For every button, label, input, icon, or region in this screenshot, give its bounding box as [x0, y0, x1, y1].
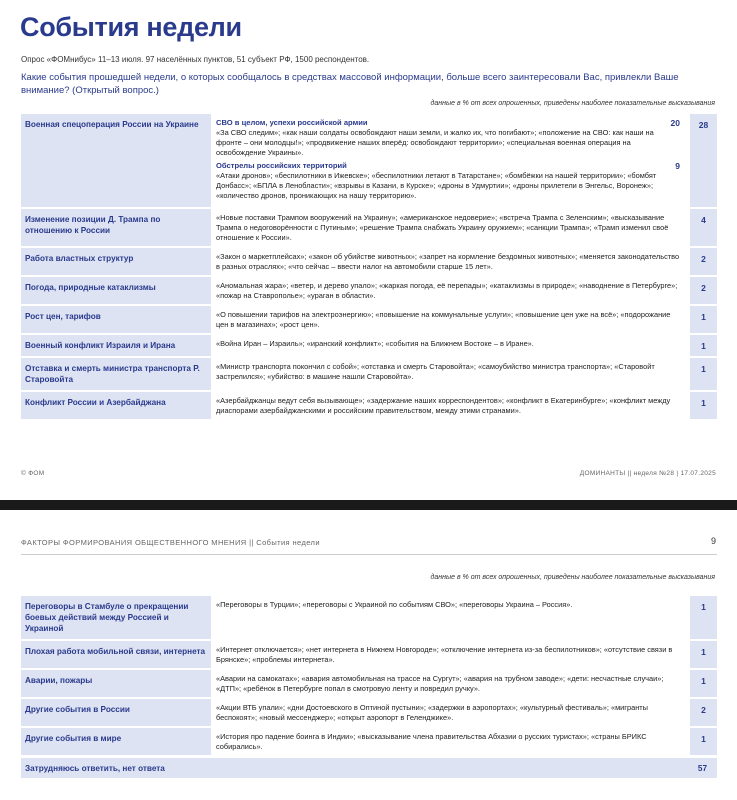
- row-value: 1: [690, 306, 717, 333]
- row-label: Конфликт России и Азербайджана: [21, 392, 211, 419]
- row-label: Рост цен, тарифов: [21, 306, 211, 333]
- row-label: Другие события в России: [21, 699, 211, 726]
- table-row: [21, 596, 717, 639]
- footer-copyright: © ФОМ: [21, 470, 45, 477]
- data-note: данные в % от всех опрошенных, приведены наиболее показательные высказывания: [430, 100, 715, 107]
- data-note: данные в % от всех опрошенных, приведены наиболее показательные высказывания: [430, 574, 715, 581]
- table-row: [21, 114, 717, 207]
- total-label: Затрудняюсь ответить, нет ответа: [25, 763, 165, 773]
- page-divider: [0, 500, 737, 510]
- table-row: [21, 670, 717, 697]
- results-table: [21, 114, 717, 421]
- total-row: [21, 758, 717, 778]
- row-label: Отставка и смерть министра транспорта Р. Старовойта: [21, 358, 211, 390]
- row-value: 1: [690, 392, 717, 419]
- footer-issue-info: ДОМИНАНТЫ || неделя №28 | 17.07.2025: [579, 470, 716, 477]
- row-label: Изменение позиции Д. Трампа по отношению к России: [21, 209, 211, 246]
- subcategory-value: 20: [670, 118, 680, 128]
- header-rule: [21, 554, 717, 555]
- row-quotes: «Война Иран – Израиль»; «иранский конфликт»; «события на Ближнем Востоке – в Иране».: [211, 335, 684, 356]
- row-value: 1: [690, 728, 717, 755]
- subcategory-label: Обстрелы российских территорий: [216, 161, 347, 170]
- row-value: 1: [690, 670, 717, 697]
- row-value: 4: [690, 209, 717, 246]
- survey-question: Какие события прошедшей недели, о которых сообщалось в средствах массовой информации, больше всего заинтересовали Вас, привлекли Ваше внимание? (Открытый вопрос.): [21, 72, 679, 96]
- subcategory-header: [216, 161, 680, 171]
- results-table: [21, 596, 717, 757]
- row-value: 2: [690, 699, 717, 726]
- row-quotes: «Переговоры в Турции»; «переговоры с Украиной по событиям СВО»; «переговоры Украина – Россия».: [211, 596, 684, 639]
- table-row: [21, 641, 717, 668]
- row-quotes: «История про падение боинга в Индии»; «высказывание члена правительства Абхазии о русских туристах»; «страны БРИКС собирались».: [211, 728, 684, 755]
- table-row: [21, 248, 717, 275]
- row-quotes: «Акции ВТБ упали»; «дни Достоевского в Оптиной пустыни»; «задержки в аэропортах»; «культурный фестиваль»; «мигранты беспокоят»; «новый мессенджер»; «открыт аэропорт в Геленджике».: [211, 699, 684, 726]
- row-quotes: «Интернет отключается»; «нет интернета в Нижнем Новгороде»; «отключение интернета из-за беспилотников»; «отсутствие связи в Брянске»; «проблемы интернета».: [211, 641, 684, 668]
- row-label: Другие события в мире: [21, 728, 211, 755]
- row-value: 1: [690, 596, 717, 639]
- table-row: [21, 277, 717, 304]
- row-label: Работа властных структур: [21, 248, 211, 275]
- subcategory-label: СВО в целом, успехи российской армии: [216, 118, 368, 127]
- row-quotes: «Закон о маркетплейсах»; «закон об убийстве животных»; «запрет на кормление бездомных животных»; «меняется законодательство в разных отраслях»; «что сейчас – ввести налог на автомобили старше 15 лет».: [211, 248, 684, 275]
- table-row: [21, 728, 717, 755]
- row-details: [211, 114, 684, 207]
- row-value: 28: [690, 114, 717, 207]
- page-two: [0, 510, 737, 800]
- table-row: [21, 699, 717, 726]
- row-quotes: «Аномальная жара»; «ветер, и дерево упало»; «жаркая погода, её перепады»; «катаклизмы в природе»; «наводнение в Петербурге»; «пожар на Ставрополье»; «ураган в области».: [211, 277, 684, 304]
- row-quotes: «Министр транспорта покончил с собой»; «отставка и смерть Старовойта»; «самоубийство министра транспорта»; «Старовойт застрелился»; «убийство: в машине нашли Старовойта».: [211, 358, 684, 390]
- survey-info: Опрос «ФОМнибус» 11–13 июля. 97 населённых пунктов, 51 субъект РФ, 1500 респондентов.: [21, 55, 370, 64]
- subcategory-quotes: «За СВО следим»; «как наши солдаты освобождают наши земли, и жалко их, что погибают»; «положение на СВО: как наши на фронте – они молодцы!»; «продвижение наших вперёд: освобождают территории»; «специальная военная операция на освобождение Украины».: [216, 128, 654, 157]
- row-value: 1: [690, 358, 717, 390]
- subcategory-quotes: «Атаки дронов»; «беспилотники в Ижевске»; «беспилотники летают в Татарстане»; «бомбёжки на нашей территории»; «бомбят Донбасс»; «БПЛА в Ленобласти»; «взрывы в Казани, в Курске»; «дроны в Удмуртии»; «дроны прилетели в Энгельс, Воронеж»; «количество дронов, проникающих на нашу территорию».: [216, 171, 657, 200]
- row-value: 2: [690, 248, 717, 275]
- row-label: Аварии, пожары: [21, 670, 211, 697]
- row-label: Военный конфликт Израиля и Ирана: [21, 335, 211, 356]
- row-quotes: «О повышении тарифов на электроэнергию»; «повышение на коммунальные услуги»; «повышение цен уже на всё»; «подорожание цен в магазинах»; «рост цен».: [211, 306, 684, 333]
- row-label: Погода, природные катаклизмы: [21, 277, 211, 304]
- page-title: События недели: [20, 12, 242, 42]
- row-value: 1: [690, 641, 717, 668]
- section-header: ФАКТОРЫ ФОРМИРОВАНИЯ ОБЩЕСТВЕННОГО МНЕНИЯ || События недели: [21, 538, 320, 547]
- page-number: 9: [710, 536, 716, 546]
- subcategory-header: [216, 118, 680, 128]
- subcategory-value: 9: [675, 161, 680, 171]
- row-quotes: «Азербайджанцы ведут себя вызывающе»; «задержание наших корреспондентов»; «конфликт в Екатеринбурге»; «конфликт между диаспорами азербайджанскими и российским правительством, между этими странами».: [211, 392, 684, 419]
- table-row: [21, 209, 717, 246]
- table-row: [21, 392, 717, 419]
- table-row: [21, 335, 717, 356]
- table-row: [21, 358, 717, 390]
- total-value: 57: [697, 763, 707, 773]
- row-value: 2: [690, 277, 717, 304]
- row-quotes: «Новые поставки Трампом вооружений на Украину»; «американское недоверие»; «встреча Трампа с Зеленским»; «высказывание Трампа о недоговорённости с Путиным»; «решение Трампа снабжать Украину оружием»; «санкции Трампа»; «Трамп изменил своё отношение к России».: [211, 209, 684, 246]
- row-label: Переговоры в Стамбуле о прекращении боевых действий между Россией и Украиной: [21, 596, 211, 639]
- row-label: Военная спецоперация России на Украине: [21, 114, 211, 207]
- row-label: Плохая работа мобильной связи, интернета: [21, 641, 211, 668]
- table-row: [21, 306, 717, 333]
- row-quotes: «Аварии на самокатах»; «авария автомобильная на трассе на Сургут»; «авария на трубном заводе»; «дети: несчастные случаи»; «ДТП»; «ребёнок в Петербурге попал в смотровую ленту и повредил ручку».: [211, 670, 684, 697]
- row-value: 1: [690, 335, 717, 356]
